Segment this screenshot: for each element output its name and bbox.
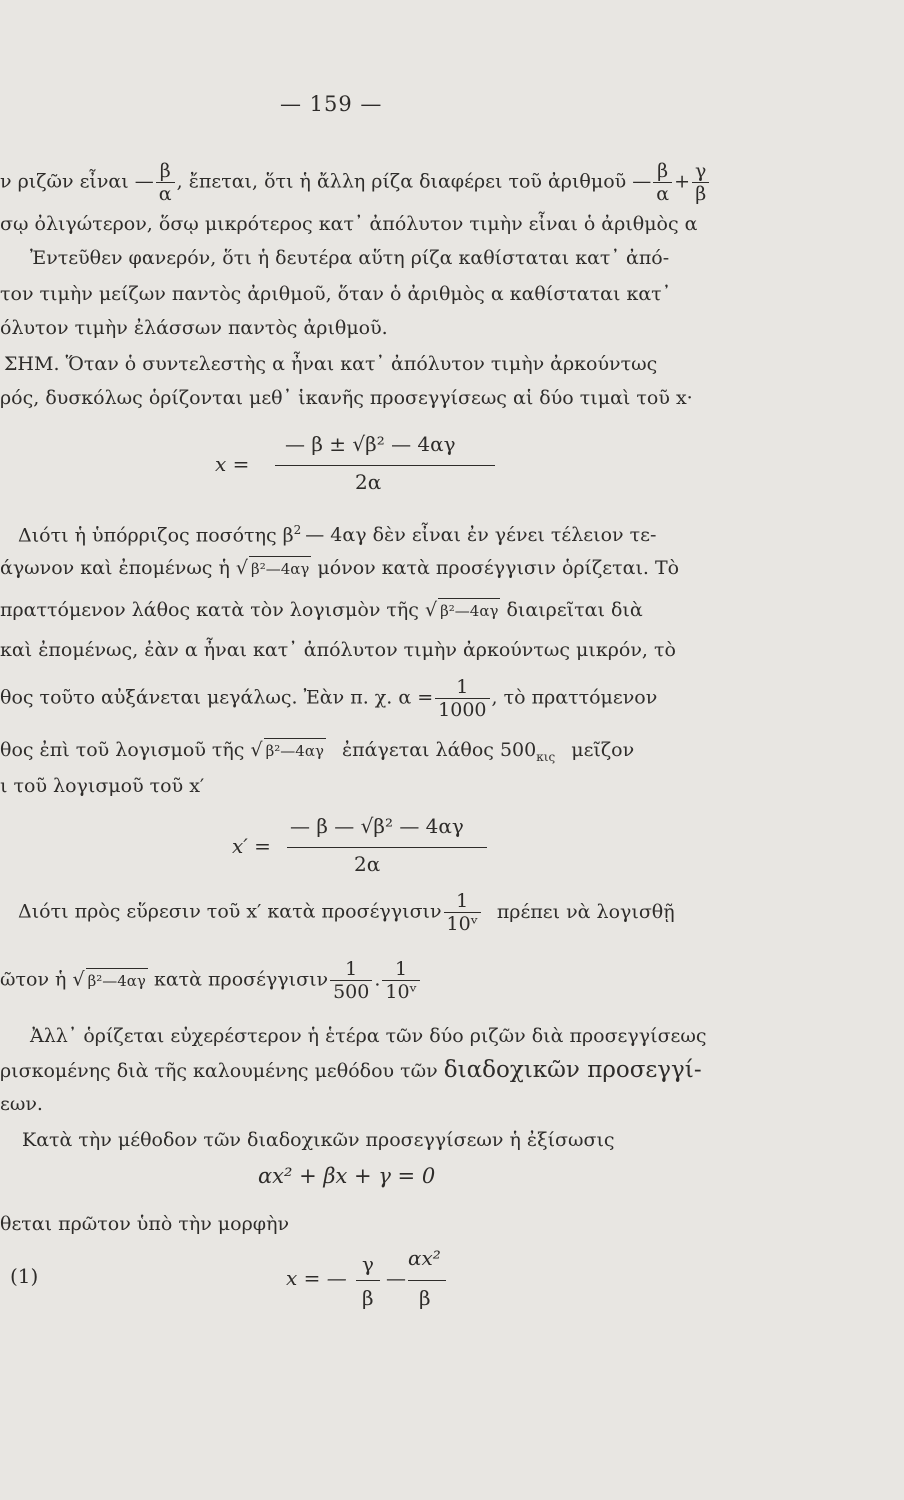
fraction-gamma-over-beta: $\frac{\gamma}{\beta}$ xyxy=(692,160,709,205)
text-line-10b: διαιρεῖται διὰ xyxy=(506,599,643,621)
text-line-18b: διαδοχικῶν προσεγγί- xyxy=(443,1057,702,1083)
radical-sign: √ xyxy=(72,968,85,991)
radical-expression: β²—4αγ xyxy=(249,556,311,581)
page-number: — 159 — xyxy=(280,92,383,116)
text-line-1b: , ἔπεται, ὅτι ἡ ἄλλη ρίζα διαφέρει τοῦ ἀριθμοῦ — xyxy=(176,170,652,193)
text-line-9a: άγωνον καὶ ἐπομένως ἡ xyxy=(0,557,230,579)
text-line-6: ΣΗΜ. Ὅταν ὁ συντελεστὴς α ἦναι κατ᾽ ἀπόλυτον τιμὴν ἀρκούντως xyxy=(4,353,658,375)
multiplication-dot: . xyxy=(374,968,381,991)
text-line-15a: Διότι πρὸς εὕρεσιν τοῦ x′ κατὰ προσέγγισιν xyxy=(18,900,442,923)
text-line-12a: θος τοῦτο αὐξάνεται μεγάλως. Ἐὰν π. χ. α = xyxy=(0,686,434,709)
equation-iteration-lhs: x = — xyxy=(286,1266,347,1290)
radical-sign: √ xyxy=(425,599,438,621)
text-line-4: τον τιμὴν μείζων παντὸς ἀριθμοῦ, ὅταν ὁ ἀριθμὸς α καθίσταται κατ᾽ xyxy=(0,283,672,305)
text-line-12 xyxy=(0,676,657,721)
text-line-13b: ἐπάγεται λάθος 500 xyxy=(341,739,537,761)
text-line-16 xyxy=(0,958,422,1003)
text-line-10 xyxy=(0,598,643,623)
text-line-19: εων. xyxy=(0,1093,43,1115)
text-line-8b: — 4αγ δὲν εἶναι ἐν γένει τέλειον τε- xyxy=(305,524,657,547)
text-line-10a: πραττόμενον λάθος κατὰ τὸν λογισμὸν τῆς xyxy=(0,599,419,621)
equation-roots-numerator: — β ± √β² — 4αγ xyxy=(285,432,456,456)
text-line-13 xyxy=(0,738,634,769)
equation-quadratic: αx² + βx + γ = 0 xyxy=(258,1164,436,1188)
equation-roots-lhs: x = xyxy=(215,452,250,476)
text-line-11: καὶ ἐπομένως, ἐὰν α ἦναι κατ᾽ ἀπόλυτον τιμὴν ἀρκούντως μικρόν, τὸ xyxy=(0,639,676,661)
text-line-1 xyxy=(0,160,711,205)
text-line-15b: πρέπει νὰ λογισθῇ xyxy=(496,900,675,923)
fraction-beta-over-alpha: $\frac{\beta}{\alpha}$ xyxy=(156,160,175,205)
radical-sign: √ xyxy=(235,557,249,579)
text-line-8 xyxy=(18,518,656,547)
equation-iteration-ax2: αx² xyxy=(408,1246,441,1270)
text-line-16a: ῶτον ἡ xyxy=(0,968,67,991)
text-line-16b: κατὰ προσέγγισιν xyxy=(153,968,329,991)
fraction-one-over-ten-nu-2: $\frac{1}{\text{10ᵛ}}$ xyxy=(382,958,419,1003)
fraction-bar xyxy=(275,465,495,466)
fraction-one-over-ten-nu: $\frac{1}{\text{10ᵛ}}$ xyxy=(444,890,481,935)
text-line-20: Κατὰ τὴν μέθοδον τῶν διαδοχικῶν προσεγγίσεων ἡ ἐξίσωσις xyxy=(22,1129,615,1151)
fraction-bar xyxy=(356,1280,380,1281)
text-line-3: Ἐντεῦθεν φανερόν, ὅτι ἡ δευτέρα αὕτη ρίζα καθίσταται κατ᾽ ἀπό- xyxy=(30,247,670,269)
text-line-17: Ἀλλ᾽ ὁρίζεται εὐχερέστερον ἡ ἑτέρα τῶν δύο ριζῶν διὰ προσεγγίσεως xyxy=(30,1025,707,1047)
plus-sign: + xyxy=(674,170,691,193)
radical-expression: β²—4αγ xyxy=(264,738,326,763)
radical-sign: √ xyxy=(250,739,263,761)
equation-roots-denominator: 2α xyxy=(355,470,382,494)
text-line-14: ι τοῦ λογισμοῦ τοῦ x′ xyxy=(0,775,205,797)
radical-expression: β²—4αγ xyxy=(438,598,500,623)
superscript-two: 2 xyxy=(293,523,302,537)
equation-iteration-beta: β xyxy=(362,1286,374,1310)
fraction-one-over-five-hundred: $\frac{1}{500}$ xyxy=(330,958,372,1003)
text-line-15 xyxy=(18,890,675,935)
equation-second-root-lhs: x′ = xyxy=(232,834,271,858)
fraction-bar xyxy=(408,1280,446,1281)
equation-iteration-minus: — xyxy=(386,1266,406,1290)
radical-expression: β²—4αγ xyxy=(86,968,148,993)
equation-iteration-beta-2: β xyxy=(419,1286,431,1310)
text-line-18a: ρισκομένης διὰ τῆς καλουμένης μεθόδου τῶν xyxy=(0,1060,438,1082)
text-line-13a: θος ἐπὶ τοῦ λογισμοῦ τῆς xyxy=(0,739,245,761)
subscript-kis: κις xyxy=(536,749,556,764)
text-line-12b: , τὸ πραττόμενον xyxy=(491,686,658,709)
equation-number: (1) xyxy=(10,1264,39,1288)
text-line-21: θεται πρῶτον ὑπὸ τὴν μορφὴν xyxy=(0,1213,289,1235)
text-line-8a: Διότι ἡ ὑπόρριζος ποσότης β xyxy=(18,524,294,547)
text-line-13c: μεῖζον xyxy=(571,739,635,761)
fraction-beta-over-alpha-2: $\frac{\beta}{\alpha}$ xyxy=(653,160,672,205)
text-line-5: όλυτον τιμὴν ἐλάσσων παντὸς ἀριθμοῦ. xyxy=(0,317,388,339)
text-line-7: ρός, δυσκόλως ὁρίζονται μεθ᾽ ἱκανῆς προσεγγίσεως αἱ δύο τιμαὶ τοῦ x· xyxy=(0,387,693,409)
text-line-1a: ν ριζῶν εἶναι — xyxy=(0,170,154,193)
equation-iteration-gamma: γ xyxy=(362,1252,374,1276)
fraction-one-over-thousand: $\frac{1}{1000}$ xyxy=(435,676,489,721)
text-line-2: σῳ ὀλιγώτερον, ὅσῳ μικρότερος κατ᾽ ἀπόλυτον τιμὴν εἶναι ὁ ἀριθμὸς α xyxy=(0,213,698,235)
text-line-9 xyxy=(0,556,679,581)
equation-second-root-denominator: 2α xyxy=(354,852,381,876)
equation-second-root-numerator: — β — √β² — 4αγ xyxy=(290,814,464,838)
fraction-bar xyxy=(287,847,487,848)
text-line-18 xyxy=(0,1058,702,1083)
text-line-9b: μόνον κατὰ προσέγγισιν ὁρίζεται. Τὸ xyxy=(317,557,680,579)
